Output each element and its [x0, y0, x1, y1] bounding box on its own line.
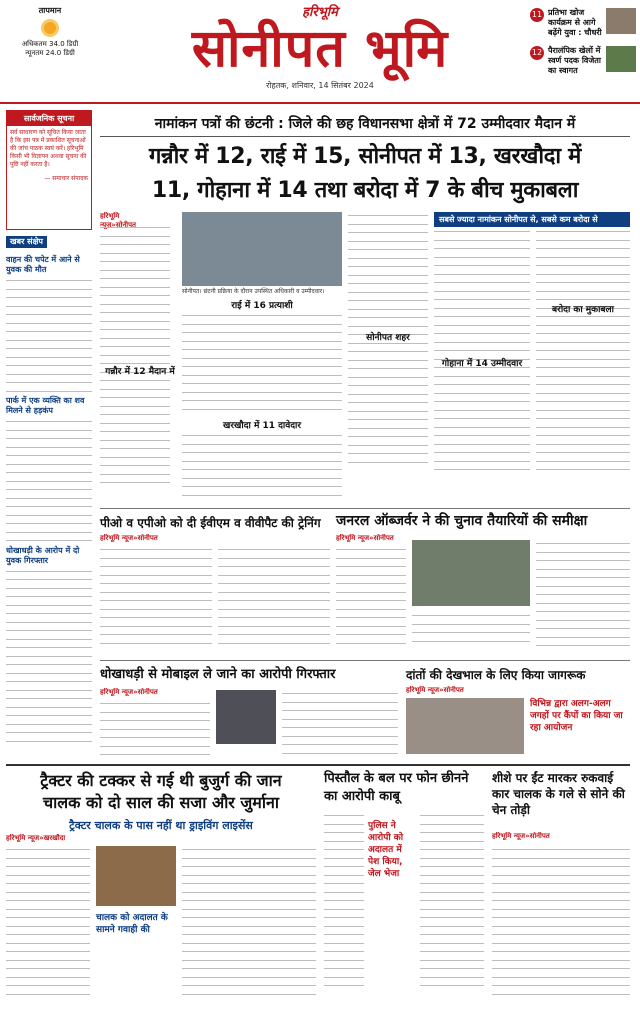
story6-headline-line: चालक को दो साल की सजा और जुर्माना [42, 793, 280, 812]
subhead-baroda: बरोदा का मुकाबला [552, 305, 614, 315]
subhead-gohana: गोहाना में 14 उम्मीदवार [441, 359, 523, 369]
notice-body: सर्व साधारण को सूचित किया जाता है कि इस पत्र में प्रकाशित सूचनाओं की जांच पाठक स्वयं करें। हरिभूमि किसी भी विज्ञापन अथवा सूचना की पुष्टि नहीं करता है। [10, 129, 87, 168]
page-title: सोनीपत भूमि [191, 18, 449, 79]
lead-text-col6 [536, 228, 630, 496]
brief-text [6, 418, 92, 541]
subhead-gannaur: गन्नौर में 12 मैदान में [105, 367, 175, 377]
news-brief-column [6, 236, 92, 746]
story5-pullquote: विभिन्न द्वारा अलग-अलग जगहों पर कैंपों का किया जा रहा आयोजन [530, 699, 623, 733]
story3-text-col2 [412, 612, 530, 654]
lead-photo [182, 212, 342, 286]
notice-sign: — समाचार संपादक [44, 175, 88, 182]
teaser-page-number: 11 [530, 8, 544, 22]
story4-photo [216, 690, 276, 744]
lead-photo-caption: सोनीपत। छंटनी प्रक्रिया के दौरान उपस्थित अधिकारी व उम्मीदवार। [182, 288, 325, 295]
brief-headline: पार्क में एक व्यक्ति का शव मिलने से हड़कंप [6, 396, 85, 415]
story8-headline: शीशे पर ईंट मारकर रुकवाई कार चालक के गले से सोने की चेन तोड़ी [492, 771, 625, 817]
story3-text-col1 [336, 546, 406, 654]
divider [100, 660, 630, 661]
teaser-page-number: 12 [530, 46, 544, 60]
story2-headline: पीओ व एपीओ को दी ईवीएम व वीवीपैट की ट्रेनिंग [100, 516, 321, 530]
story6-deck: ट्रैक्टर चालक के पास नहीं था ड्राइविंग लाइसेंस [69, 819, 253, 832]
teasers [530, 8, 636, 84]
story7-text-col2 [420, 812, 484, 1002]
lead-rightbar: सबसे ज्यादा नामांकन सोनीपत से, सबसे कम बरोदा से [434, 212, 630, 227]
subhead-sonipat: सोनीपत शहर [366, 333, 410, 343]
story2-byline: हरिभूमि न्यूज»सोनीपत [100, 534, 158, 542]
lead-strap: नामांकन पत्रों की छंटनी : जिले की छह विधानसभा क्षेत्रों में 72 उम्मीदवार मैदान में [100, 114, 630, 137]
story2-text-col2 [218, 546, 330, 654]
brand-small: हरिभूमि [302, 5, 338, 20]
teaser-text: प्रतिभा खोज कार्यक्रम से आगे बढ़ेंगे युवा : चौधरी [548, 8, 602, 37]
temp-max: अधिकतम 34.0 डिग्री [21, 40, 79, 48]
story4-text-col2 [282, 690, 398, 760]
brand [110, 2, 530, 91]
teaser-text: पैरालंपिक खेलों में स्वर्ण पदक विजेता का स्वागत [548, 46, 601, 75]
story3-byline: हरिभूमि न्यूज»सोनीपत [336, 534, 394, 542]
lead-headline [100, 140, 630, 208]
lead-byline: हरिभूमि न्यूज»सोनीपत [100, 212, 136, 229]
lead-text-col2 [182, 312, 342, 416]
story6-text-col1 [6, 846, 90, 1006]
brief-tag: खबर संक्षेप [6, 236, 47, 248]
lead-text-col4 [348, 212, 428, 482]
story7-pullquote: पुलिस ने आरोपी को अदालत में पेश किया, जेल भेजा [368, 821, 404, 879]
story8-text [492, 846, 630, 1006]
divider [6, 764, 630, 766]
lead-headline-line: 11, गोहाना में 14 तथा बरोदा में 7 के बीच मुकाबला [151, 178, 579, 203]
brief-text [6, 568, 92, 742]
teaser-item[interactable] [530, 46, 636, 76]
story4-byline: हरिभूमि न्यूज»सोनीपत [100, 688, 158, 696]
story7-headline: पिस्तौल के बल पर फोन छीनने का आरोपी काबू [324, 771, 469, 804]
story5-headline: दांतों की देखभाल के लिए किया जागरूक [406, 668, 586, 682]
subhead-kharkhoda: खरखौदा में 11 दावेदार [222, 421, 302, 431]
brief-headline: धोखाधड़ी के आरोप में दो युवक गिरफ्तार [6, 545, 80, 565]
brief-headline: वाहन की चपेट में आने से युवक की मौत [6, 255, 80, 274]
story3-photo [412, 540, 530, 606]
story6-byline: हरिभूमि न्यूज»खरखौदा [6, 834, 66, 842]
subhead-rai: राई में 16 प्रत्याशी [231, 301, 293, 311]
weather-label: तापमान [38, 6, 62, 15]
notice-title: सार्वजनिक सूचना [7, 111, 91, 126]
divider [100, 508, 630, 509]
story6-photo [96, 846, 176, 906]
story4-text-col1 [100, 700, 210, 760]
story6-headline-line: ट्रैक्टर की टक्कर से गई थी बुजुर्ग की जान [40, 771, 282, 790]
sun-icon [41, 19, 59, 37]
public-notice [6, 110, 92, 230]
story2-text-col1 [100, 546, 212, 654]
temp-min: न्यूनतम 24.0 डिग्री [25, 49, 75, 57]
teaser-photo [606, 8, 636, 34]
story6-pullquote: चालक को अदालत के सामने गवाही की [96, 913, 168, 935]
lead-headline-line: गन्नौर में 12, राई में 15, सोनीपत में 13, खरखौदा में [148, 144, 582, 169]
story5-photo [406, 698, 524, 754]
masthead [0, 0, 640, 104]
teaser-item[interactable] [530, 8, 636, 38]
story3-text-col3 [536, 540, 630, 654]
story5-byline: हरिभूमि न्यूज»सोनीपत [406, 686, 464, 694]
story7-text-col1 [324, 812, 364, 1002]
story8-byline: हरिभूमि न्यूज»सोनीपत [492, 832, 550, 840]
story6-text-col2 [182, 846, 316, 1006]
story4-headline: धोखाधड़ी से मोबाइल ले जाने का आरोपी गिरफ्तार [100, 667, 336, 682]
brief-text [6, 277, 92, 392]
teaser-photo [606, 46, 636, 72]
weather-box [6, 6, 94, 58]
story3-headline: जनरल ऑब्जर्वर ने की चुनाव तैयारियों की समीक्षा [336, 513, 588, 529]
lead-text-col3 [182, 432, 342, 504]
story6-headline [6, 770, 316, 814]
edition-line: रोहतक, शनिवार, 14 सितंबर 2024 [266, 81, 374, 90]
